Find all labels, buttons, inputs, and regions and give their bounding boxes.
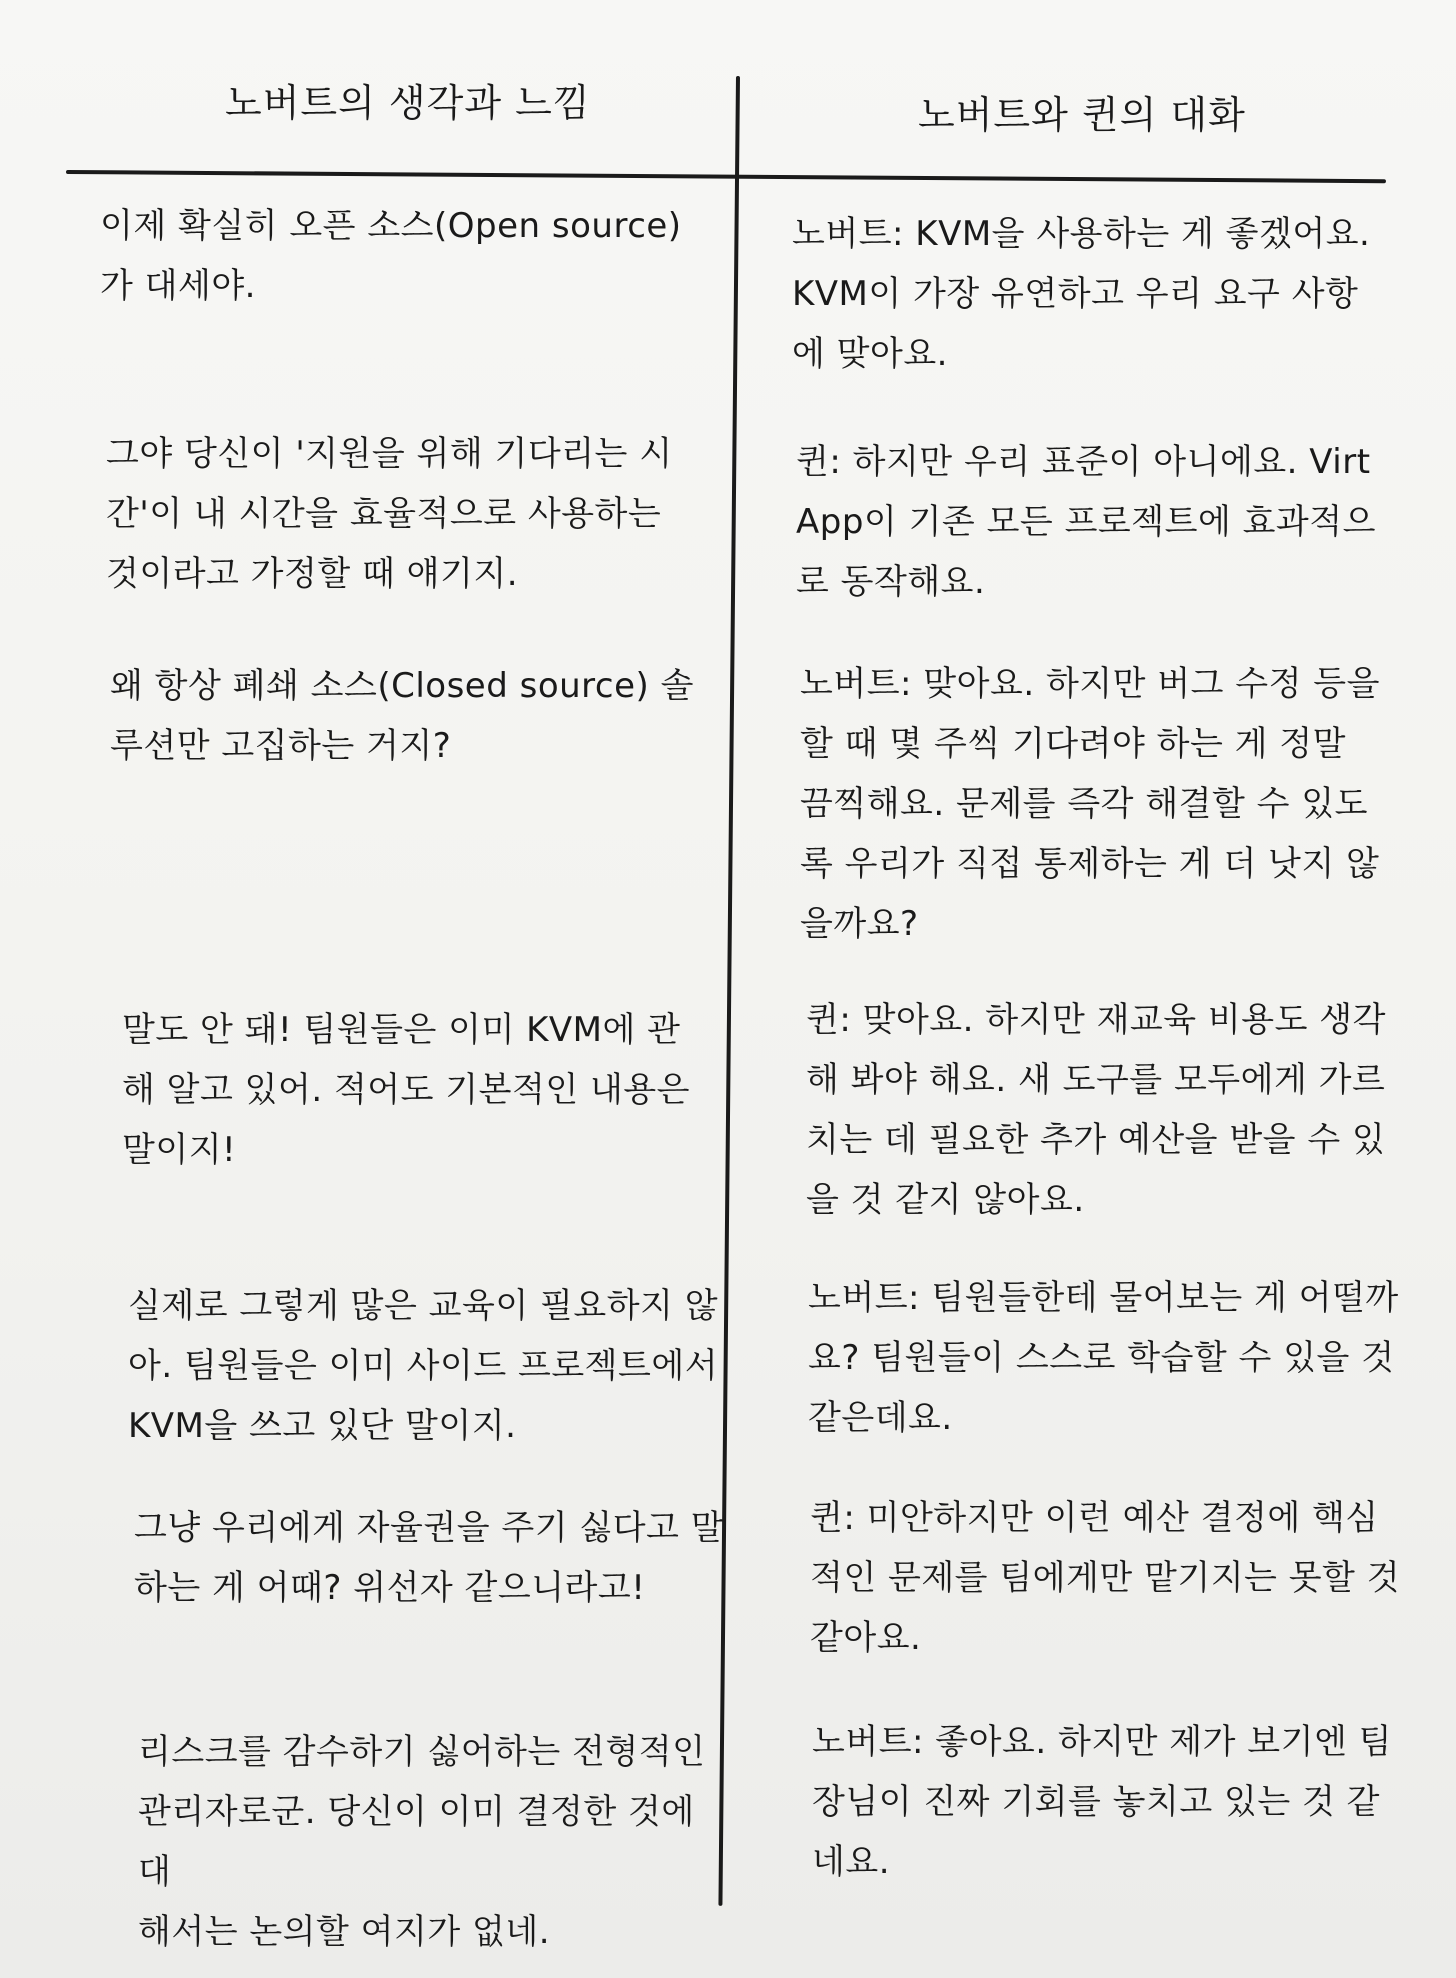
left-paragraph-7: 리스크를 감수하기 싫어하는 전형적인 관리자로군. 당신이 이미 결정한 것에 대 해서는 논의할 여지가 없네. [138, 1732, 706, 1952]
header-divider [66, 170, 1386, 183]
right-paragraph-3: 노버트: 맞아요. 하지만 버그 수정 등을 할 때 몇 주씩 기다려야 하는 게 정말 끔찍해요. 문제를 즉각 해결할 수 있도 록 우리가 직접 통제하는 게 더 낫지 않 을까요? [800, 664, 1380, 944]
right-paragraph-1: 노버트: KVM을 사용하는 게 좋겠어요. KVM이 가장 유연하고 우리 요구 사항 에 맞아요. [792, 214, 1371, 374]
right-paragraph-6: 퀸: 미안하지만 이런 예산 결정에 핵심 적인 문제를 팀에게만 맡기지는 못할 것 같아요. [810, 1498, 1401, 1658]
right-paragraph-4: 퀸: 맞아요. 하지만 재교육 비용도 생각 해 봐야 해요. 새 도구를 모두에게 가르 치는 데 필요한 추가 예산을 받을 수 있 을 것 같지 않아요. [806, 1000, 1386, 1220]
left-paragraph-4: 말도 안 돼! 팀원들은 이미 KVM에 관 해 알고 있어. 적어도 기본적인 내용은 말이지! [122, 1010, 691, 1170]
right-paragraph-5: 노버트: 팀원들한테 물어보는 게 어떨까 요? 팀원들이 스스로 학습할 수 있을 것 같은데요. [808, 1278, 1399, 1438]
right-column-title: 노버트와 퀸의 대화 [918, 93, 1246, 137]
left-paragraph-5: 실제로 그렇게 많은 교육이 필요하지 않 아. 팀원들은 이미 사이드 프로젝트에서 KVM을 쓰고 있단 말이지. [128, 1286, 719, 1446]
left-paragraph-3: 왜 항상 폐쇄 소스(Closed source) 솔 루션만 고집하는 거지? [110, 666, 694, 766]
right-paragraph-7: 노버트: 좋아요. 하지만 제가 보기엔 팀 장님이 진짜 기회를 놓치고 있는 것 같 네요. [812, 1722, 1392, 1882]
left-paragraph-6: 그냥 우리에게 자율권을 주기 싫다고 말 하는 게 어때? 위선자 같으니라고! [134, 1508, 725, 1608]
left-paragraph-2: 그야 당신이 '지원을 위해 기다리는 시 간'이 내 시간을 효율적으로 사용하는 것이라고 가정할 때 얘기지. [106, 434, 673, 594]
left-paragraph-1: 이제 확실히 오픈 소스(Open source) 가 대세야. [100, 206, 682, 306]
left-column-title: 노버트의 생각과 느낌 [225, 81, 591, 125]
column-divider [718, 76, 740, 1906]
right-paragraph-2: 퀸: 하지만 우리 표준이 아니에요. Virt App이 기존 모든 프로젝트에 효과적으 로 동작해요. [796, 442, 1376, 602]
